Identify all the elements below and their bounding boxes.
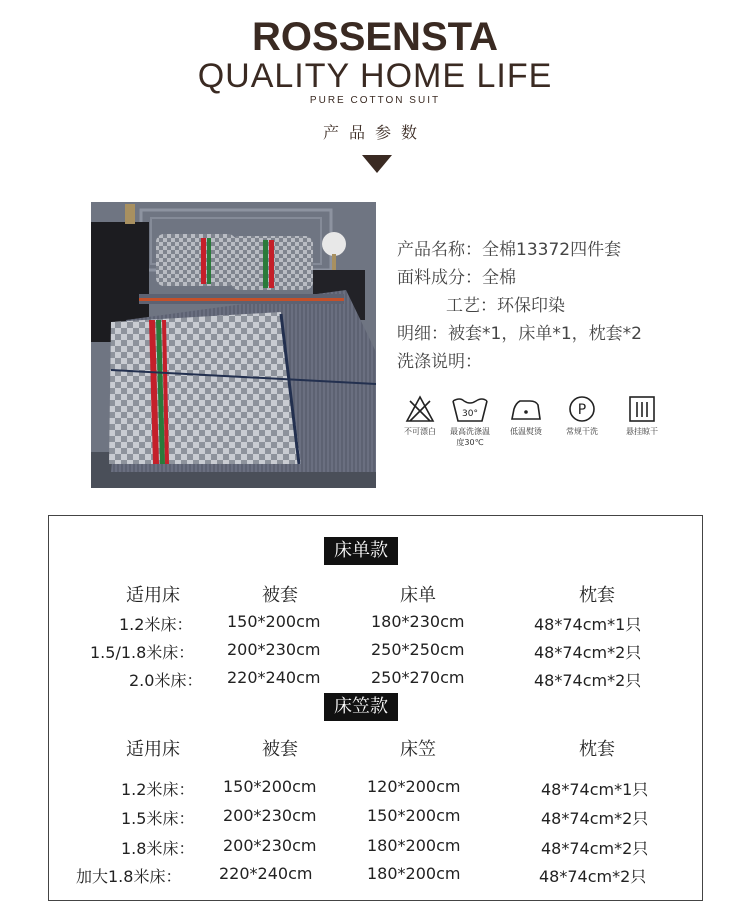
spec-washing: 洗涤说明：	[397, 352, 482, 372]
table-header: 被套	[262, 585, 298, 606]
table-cell: 150*200cm	[367, 806, 461, 825]
care-item	[496, 395, 556, 437]
table-header: 被套	[262, 739, 298, 760]
hang-dry-icon	[627, 395, 657, 423]
size-table	[48, 515, 703, 901]
table-cell: 200*230cm	[223, 836, 317, 855]
care-item	[552, 395, 612, 437]
table-cell: 150*200cm	[227, 612, 321, 631]
spec-name: 产品名称：全棉13372四件套	[397, 240, 622, 260]
care-label: 悬挂晾干	[626, 427, 658, 436]
table-cell: 1.2米床：	[121, 780, 195, 799]
spec-fabric: 面料成分：全棉	[397, 268, 516, 288]
product-specs	[397, 236, 642, 376]
table-cell: 220*240cm	[227, 668, 321, 687]
table-header: 适用床	[126, 739, 180, 760]
no-bleach-icon	[405, 395, 435, 423]
section-title: 产品参数	[322, 123, 427, 142]
bedding-illustration	[91, 202, 376, 488]
table-header: 适用床	[126, 585, 180, 606]
table-cell: 2.0米床：	[129, 671, 203, 690]
table-cell: 180*200cm	[367, 864, 461, 883]
care-label: 最高洗涤温度30℃	[450, 427, 490, 447]
care-label: 常规干洗	[566, 427, 598, 436]
table-cell: 180*230cm	[371, 612, 465, 631]
table-cell: 1.8米床：	[121, 839, 195, 858]
product-photo	[91, 202, 376, 488]
table-cell: 48*74cm*2只	[534, 671, 642, 690]
tagline: QUALITY HOME LIFE	[197, 57, 553, 95]
care-icons	[390, 395, 680, 455]
table-cell: 1.2米床：	[119, 615, 193, 634]
table-header: 枕套	[579, 585, 615, 606]
table-header: 枕套	[579, 739, 615, 760]
care-item	[440, 395, 500, 448]
fitted-style-title: 床笠款	[324, 693, 398, 721]
spec-craft: 工艺：环保印染	[446, 296, 565, 316]
table-cell: 48*74cm*2只	[539, 867, 647, 886]
dry-clean-letter: P	[577, 402, 587, 418]
table-cell: 250*270cm	[371, 668, 465, 687]
dry-clean-icon	[567, 395, 597, 423]
low-iron-icon	[508, 395, 544, 423]
table-header: 床单	[400, 585, 436, 606]
table-cell: 1.5米床：	[121, 809, 195, 828]
table-header: 床笠	[400, 739, 436, 760]
table-cell: 220*240cm	[219, 864, 313, 883]
subline: PURE COTTON SUIT	[309, 95, 441, 106]
spec-detail: 明细：被套*1，床单*1，枕套*2	[397, 324, 642, 344]
sheet-style-title: 床单款	[324, 537, 398, 565]
table-cell: 48*74cm*1只	[541, 780, 649, 799]
down-arrow-icon	[362, 155, 392, 173]
care-item	[612, 395, 672, 437]
table-cell: 加大1.8米床：	[76, 867, 182, 886]
table-cell: 48*74cm*2只	[534, 643, 642, 662]
wash-30-icon	[450, 395, 490, 423]
table-cell: 200*230cm	[223, 806, 317, 825]
brand-name: ROSSENSTA	[252, 15, 498, 59]
table-cell: 48*74cm*1只	[534, 615, 642, 634]
table-cell: 120*200cm	[367, 777, 461, 796]
table-cell: 250*250cm	[371, 640, 465, 659]
table-cell: 200*230cm	[227, 640, 321, 659]
care-label: 不可漂白	[404, 427, 436, 436]
table-cell: 48*74cm*2只	[541, 839, 649, 858]
table-cell: 1.5/1.8米床：	[90, 643, 195, 662]
table-cell: 180*200cm	[367, 836, 461, 855]
wash-temp: 30°	[462, 409, 478, 419]
table-cell: 150*200cm	[223, 777, 317, 796]
table-cell: 48*74cm*2只	[541, 809, 649, 828]
care-label: 低温熨烫	[510, 427, 542, 436]
